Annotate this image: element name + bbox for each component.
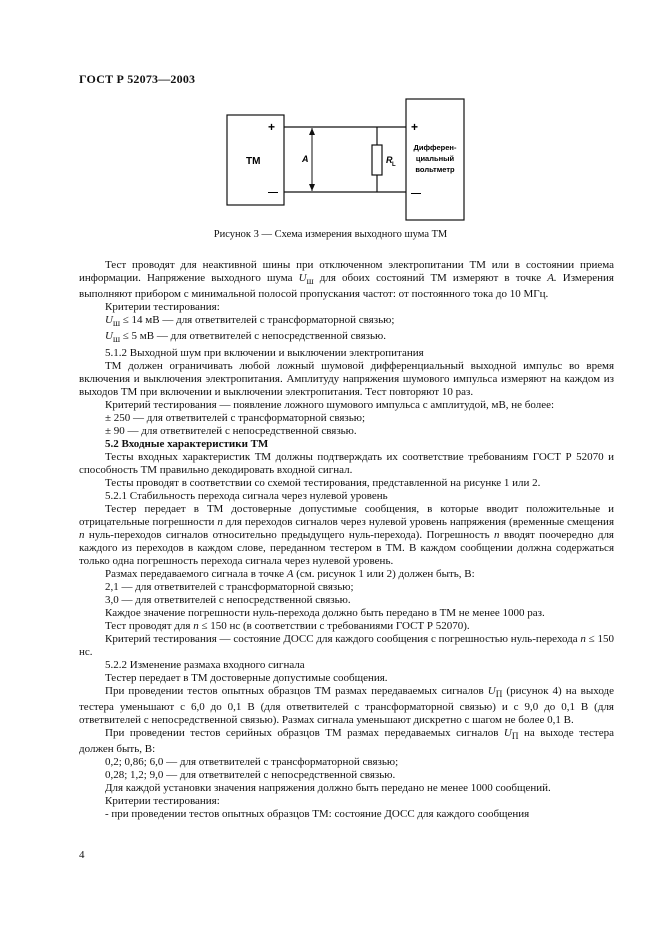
paragraph: Критерии тестирования: — [105, 301, 220, 314]
arrow-head-top — [309, 128, 315, 135]
paragraph: 5.2.2 Изменение размаха входного сигнала — [105, 658, 305, 671]
arrow-head-bottom — [309, 184, 315, 191]
paragraph: Тесты проводят в соответствии со схемой тестирования, представленной на рисунке 1 или 2. — [105, 476, 541, 489]
paragraph: ТМ должен ограничивать любой ложный шумовой дифференциальный выходной импульс во время включения и выключения электропитания. Амплитуду напряжения шумового импульса измеряют на каждом из выходов ТМ при включении и выключении электропитания. Тест повторяют 10 раз. — [79, 359, 614, 398]
paragraph: 5.1.2 Выходной шум при включении и выключении электропитания — [105, 346, 424, 359]
paragraph: Критерии тестирования: — [105, 794, 220, 807]
figure-3-circuit — [0, 0, 661, 240]
body-text — [79, 259, 614, 821]
resistor-label: R — [386, 155, 393, 165]
paragraph: Тестер передает в ТМ достоверные допустимые сообщения, в которые вводит положительные и отрицательные погрешности n для переходов сигналов через нулевой уровень напряжения (временные смещения n нуль-переходов сигналов относительно предыдущего нуль-перехода). Погрешность n вводят поочередно для каждого из переходов в каждом слове, переданном тестером в ТМ. В каждом сообщении должна содержаться только одна погрешность перехода сигнала через нулевой уровень. — [79, 502, 614, 567]
paragraph: 3,0 — для ответвителей с непосредственной связью. — [105, 593, 351, 606]
paragraph: Каждое значение погрешности нуль-перехода должно быть передано в ТМ не менее 1000 раз. — [105, 606, 545, 619]
paragraph: 2,1 — для ответвителей с трансформаторной связью; — [105, 580, 354, 593]
voltmeter-plus: + — [411, 120, 419, 134]
paragraph: Тест проводят для n ≤ 150 нс (в соответствии с требованиями ГОСТ Р 52070). — [105, 619, 470, 632]
point-a-label: A — [302, 154, 309, 164]
voltmeter-label-3: вольтметр — [415, 165, 455, 174]
paragraph: Тесты входных характеристик ТМ должны подтверждать их соответствие требованиям ГОСТ Р 52070 и способность ТМ правильно декодировать входной сигнал. — [79, 450, 614, 476]
voltmeter-label-1: Дифферен- — [413, 143, 457, 152]
paragraph: При проведении тестов опытных образцов ТМ размах передаваемых сигналов $U_П$ (рисунок 4) на выходе тестера уменьшают с 6,0 до 0,1 В (для ответвителей с трансформаторной связью) и с 9,0 до 0,1 В (для ответвителей с непосредственной связью). Размах сигнала уменьшают дискретно с шагом не более 0,1 В. — [79, 684, 614, 726]
page-number: 4 — [79, 849, 85, 861]
document-header: ГОСТ Р 52073—2003 — [79, 72, 196, 86]
tm-plus: + — [268, 120, 276, 134]
resistor-body — [372, 145, 382, 175]
paragraph: ± 90 — для ответвителей с непосредственной связью. — [105, 424, 357, 437]
tm-label: ТМ — [246, 156, 261, 167]
voltmeter-minus: — — [411, 188, 421, 199]
tm-minus: — — [268, 187, 278, 198]
paragraph: $U_ш \le 5$ мВ — для ответвителей с непосредственной связью. — [105, 330, 386, 345]
paragraph: Для каждой установки значения напряжения должно быть передано не менее 1000 сообщений. — [105, 781, 551, 794]
circuit-diagram — [0, 0, 661, 240]
resistor-subscript: L — [392, 162, 396, 168]
paragraph: Критерий тестирования — появление ложного шумового импульса с амплитудой, мВ, не более: — [105, 398, 555, 411]
paragraph: - при проведении тестов опытных образцов ТМ: состояние ДОСС для каждого сообщения — [105, 807, 530, 820]
paragraph: Критерий тестирования — состояние ДОСС для каждого сообщения с погрешностью нуль-перехода n ≤ 150 нс. — [79, 632, 614, 658]
paragraph: Тестер передает в ТМ достоверные допустимые сообщения. — [105, 671, 388, 684]
figure-caption: Рисунок 3 — Схема измерения выходного шума ТМ — [213, 229, 448, 240]
paragraph: Размах передаваемого сигнала в точке А (см. рисунок 1 или 2) должен быть, В: — [105, 567, 475, 580]
paragraph: ± 250 — для ответвителей с трансформаторной связью; — [105, 411, 366, 424]
paragraph: 0,2; 0,86; 6,0 — для ответвителей с трансформаторной связью; — [105, 755, 399, 768]
paragraph: 5.2.1 Стабильность перехода сигнала через нулевой уровень — [105, 489, 388, 502]
voltmeter-label-2: циальный — [415, 154, 455, 163]
paragraph: При проведении тестов серийных образцов ТМ размах передаваемых сигналов $U_П$ на выходе тестера должен быть, В: — [79, 726, 614, 755]
paragraph: 5.2 Входные характеристики ТМ — [105, 437, 269, 450]
paragraph: 0,28; 1,2; 9,0 — для ответвителей с непосредственной связью. — [105, 768, 396, 781]
paragraph: $U_ш \le 14$ мВ — для ответвителей с трансформаторной связью; — [105, 314, 395, 329]
paragraph: Тест проводят для неактивной шины при отключенном электропитании ТМ или в состоянии приема информации. Напряжение выходного шума $U_ш$ для обоих состояний ТМ измеряют в точке А. Измерения выполняют прибором с минимальной полосой пропускания частот: от постоянного тока до 10 МГц. — [79, 259, 614, 301]
